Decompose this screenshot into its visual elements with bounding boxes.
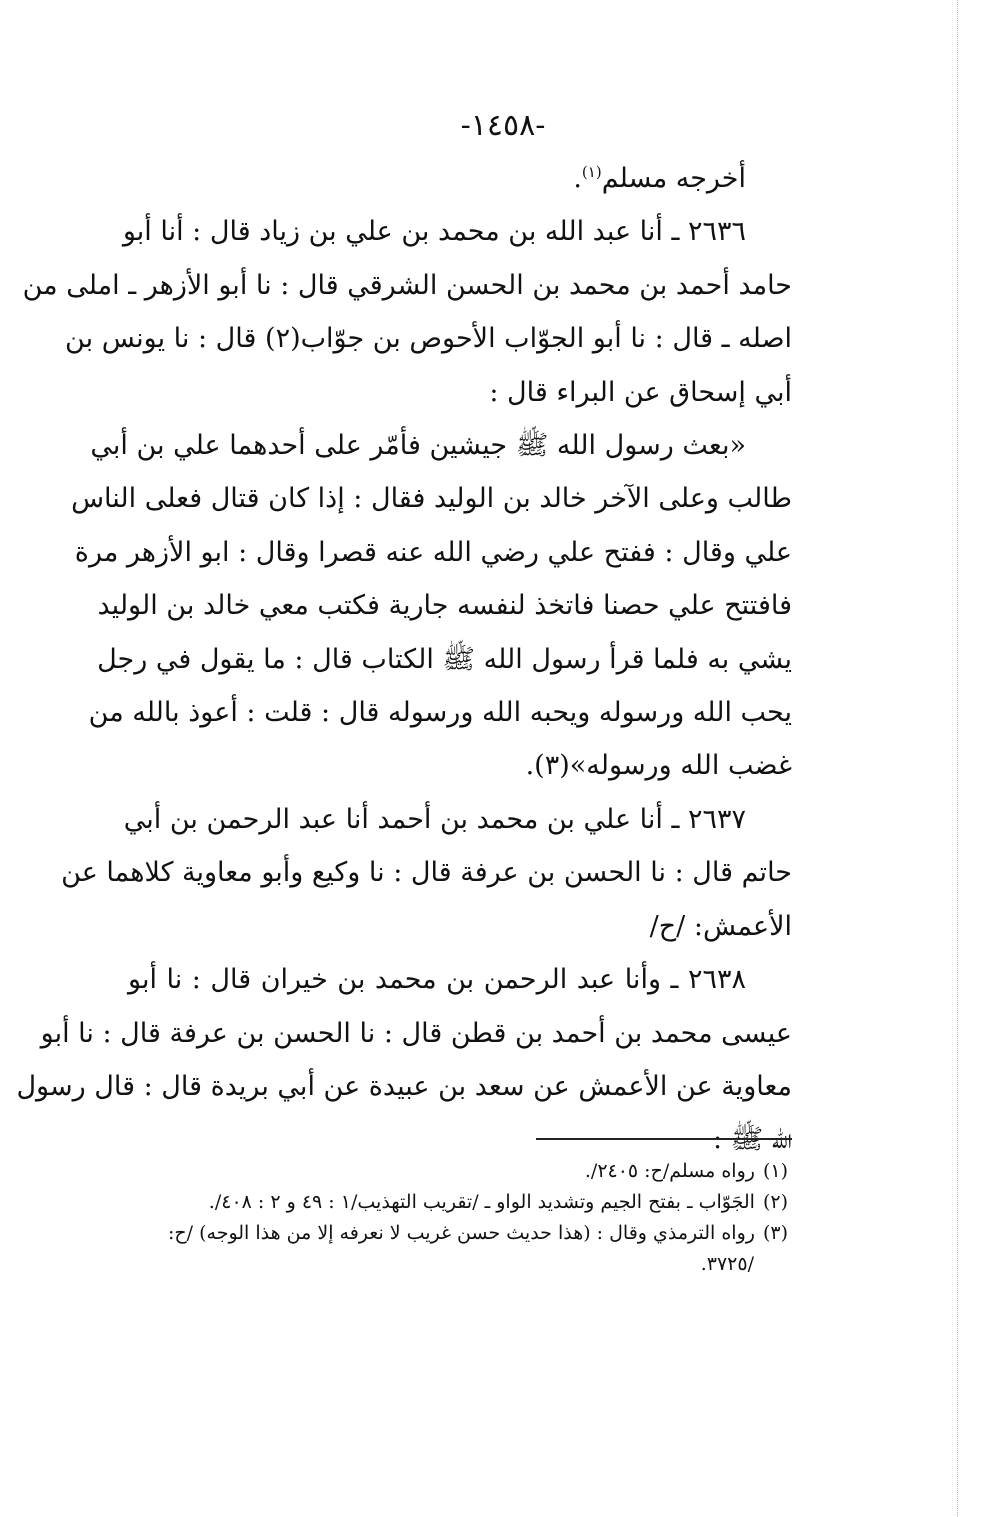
paragraph-muslim-note (128, 152, 792, 205)
text-line: أبي إسحاق عن البراء قال : (489, 376, 792, 408)
text-line: يشي به فلما قرأ رسول الله ﷺ الكتاب قال : ما يقول في رجل (97, 643, 792, 675)
paragraph-hadith-text (71, 419, 792, 793)
text-line: اصله ـ قال : نا أبو الجوّاب الأحوص بن جوّاب(٢) قال : نا يونس بن (65, 323, 792, 355)
text-line: ٢٦٣٦ ـ أنا عبد الله بن محمد بن علي بن زياد قال : أنا أبو (122, 216, 746, 248)
text-line: علي وقال : ففتح علي رضي الله عنه قصرا وقال : ابو الأزهر مرة (74, 536, 792, 568)
footnote-text: رواه الترمذي وقال : (هذا حديث حسن غريب لا نعرفه إلا من هذا الوجه) /ح: (168, 1222, 755, 1244)
text-line: عيسى محمد بن أحمد بن قطن قال : نا الحسن بن عرفة قال : نا أبو (40, 1017, 792, 1049)
footnote-3 (140, 1218, 788, 1249)
text-line: فافتتح علي حصنا فاتخذ لنفسه جارية فكتب معي خالد بن الوليد (97, 590, 792, 622)
text-line: أخرجه مسلم (601, 163, 746, 194)
text-line: الله ﷺ : (712, 1124, 792, 1156)
footnote-ref: (١) (581, 163, 602, 181)
text-line: طالب وعلى الآخر خالد بن الوليد فقال : إذا كان قتال فعلى الناس (71, 483, 792, 515)
text-line: يحب الله ورسوله ويحبه الله ورسوله قال : قلت : أعوذ بالله من (88, 697, 792, 729)
footnote-text: رواه مسلم/ح: ٢٤٠٥/. (584, 1160, 755, 1182)
text-line: حاتم قال : نا الحسن بن عرفة قال : نا وكيع وأبو معاوية كلاهما عن (61, 857, 792, 889)
text-line: ٢٦٣٨ ـ وأنا عبد الرحمن بن محمد بن خيران قال : نا أبو (128, 964, 746, 996)
text-line: معاوية عن الأعمش عن سعد بن عبيدة عن أبي بريدة قال : قال رسول (16, 1070, 792, 1102)
footnote-number: (٢) (762, 1191, 788, 1213)
footnote-3-continued (140, 1249, 788, 1280)
body-text (16, 152, 792, 1167)
text-line: «بعث رسول الله ﷺ جيشين فأمّر على أحدهما علي بن أبي (90, 430, 746, 462)
text-tail: . (573, 163, 582, 194)
footnote-number: (٣) (762, 1222, 788, 1244)
footnote-text: الجَوّاب ـ بفتح الجيم وتشديد الواو ـ /تقريب التهذيب/١ : ٤٩ و ٢ : ٤٠٨/. (208, 1191, 755, 1213)
text-line: غضب الله ورسوله»(٣). (525, 750, 792, 782)
text-line: الأعمش: /ح/ (649, 910, 792, 942)
footnote-number: (١) (762, 1160, 788, 1182)
footnotes (140, 1156, 788, 1280)
footnote-text: /٣٧٢٥. (700, 1253, 754, 1275)
scan-edge-line (957, 0, 958, 1517)
text-line: حامد أحمد بن محمد بن الحسن الشرقي قال : نا أبو الأزهر ـ املى من (22, 269, 792, 301)
paragraph-2636 (22, 205, 792, 419)
paragraph-2638 (16, 953, 792, 1167)
page-number: -١٤٥٨- (460, 108, 546, 143)
paragraph-2637 (61, 793, 792, 953)
footnote-1 (140, 1156, 788, 1187)
footnote-2 (140, 1187, 788, 1218)
footnote-divider (536, 1138, 792, 1140)
text-line: ٢٦٣٧ ـ أنا علي بن محمد بن أحمد أنا عبد الرحمن بن أبي (123, 803, 746, 835)
